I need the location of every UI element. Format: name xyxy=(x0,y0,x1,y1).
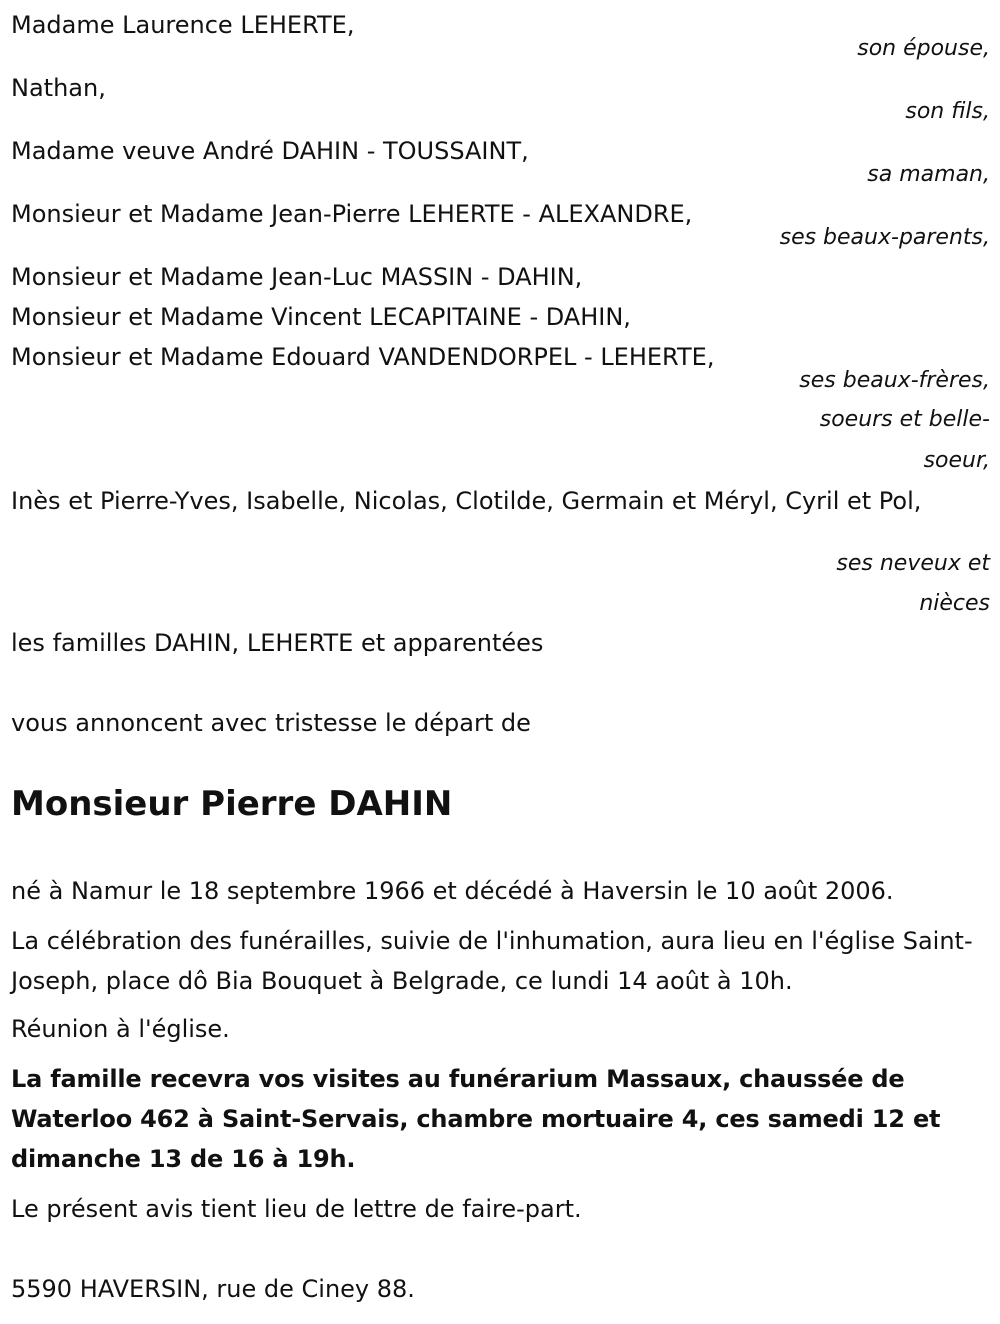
notice-note-text: Le présent avis tient lieu de lettre de faire-part. xyxy=(11,1195,582,1223)
family-name-mother: Madame veuve André DAHIN - TOUSSAINT, xyxy=(11,137,529,165)
deceased-name: Monsieur Pierre DAHIN xyxy=(11,784,453,824)
visits-text: La famille recevra vos visites au funérarium Massaux, chaussée de Waterloo 462 à Saint-Servais, chambre mortuaire 4, ces samedi 12 et dimanche 13 de 16 à 19h. xyxy=(11,1065,941,1173)
birth-death-text: né à Namur le 18 septembre 1966 et décédé à Haversin le 10 août 2006. xyxy=(11,877,894,905)
family-name-son: Nathan, xyxy=(11,74,106,102)
nephews-names: Inès et Pierre-Yves, Isabelle, Nicolas, Clotilde, Germain et Méryl, Cyril et Pol, xyxy=(11,487,922,515)
address-text: 5590 HAVERSIN, rue de Ciney 88. xyxy=(11,1275,415,1303)
family-relation-mother: sa maman, xyxy=(867,162,990,187)
family-relation-parents-in-law: ses beaux-parents, xyxy=(779,225,990,250)
family-name-spouse: Madame Laurence LEHERTE, xyxy=(11,11,355,39)
family-relation-spouse: son épouse, xyxy=(857,36,990,61)
meeting-text: Réunion à l'église. xyxy=(11,1015,230,1043)
family-name-parents-in-law: Monsieur et Madame Jean-Pierre LEHERTE - ALEXANDRE, xyxy=(11,200,693,228)
families-line: les familles DAHIN, LEHERTE et apparentées xyxy=(11,629,544,657)
family-relation-son: son fils, xyxy=(905,99,990,124)
nephews-relation-line: ses neveux et xyxy=(836,551,990,576)
nephews-relation-line: nièces xyxy=(919,591,990,616)
siblings-relation-line: soeur, xyxy=(923,448,990,473)
sibling-name: Monsieur et Madame Jean-Luc MASSIN - DAHIN, xyxy=(11,263,583,291)
siblings-relation-line: soeurs et belle- xyxy=(819,407,990,432)
funeral-text: La célébration des funérailles, suivie de l'inhumation, aura lieu en l'église Saint-Joseph, place dô Bia Bouquet à Belgrade, ce lundi 14 août à 10h. xyxy=(11,927,973,995)
sibling-name: Monsieur et Madame Edouard VANDENDORPEL - LEHERTE, xyxy=(11,343,715,371)
sibling-name: Monsieur et Madame Vincent LECAPITAINE - DAHIN, xyxy=(11,303,631,331)
siblings-relation-line: ses beaux-frères, xyxy=(799,368,990,393)
announcement-text: vous annoncent avec tristesse le départ de xyxy=(11,709,531,737)
